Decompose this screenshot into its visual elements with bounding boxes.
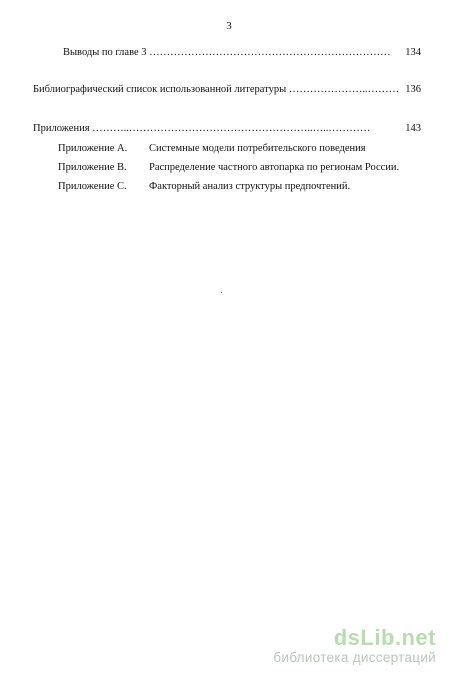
toc-entry-conclusions	[63, 46, 391, 60]
appendix-label: Приложение В.	[58, 162, 127, 173]
watermark	[273, 626, 436, 666]
toc-leader-dots: ………..……………………………………………..…..…………	[92, 123, 371, 134]
toc-entry-bibliography	[33, 83, 399, 97]
toc-entry-appendices	[33, 122, 370, 136]
toc-leader-dots: ……………………………………………………………	[149, 47, 391, 58]
watermark-subtitle: библиотека диссертаций	[273, 650, 436, 665]
scan-speck	[221, 292, 222, 293]
watermark-logo: dsLib.net	[333, 625, 436, 650]
toc-entry-title: Приложения	[33, 123, 90, 134]
appendix-label: Приложение С.	[58, 181, 127, 192]
toc-entry-page: 134	[405, 47, 421, 58]
appendix-title: Распределение частного автопарка по регионам России.	[149, 162, 400, 173]
toc-entry-page: 136	[405, 84, 421, 95]
toc-entry-page: 143	[405, 123, 421, 134]
toc-entry-title: Библиографический список использованной литературы	[33, 84, 287, 95]
toc-leader-dots: …………………..………	[288, 84, 400, 95]
appendix-label: Приложение А.	[58, 143, 128, 154]
appendix-title: Факторный анализ структуры предпочтений.	[149, 181, 351, 192]
page-number: 3	[226, 20, 232, 32]
appendix-title: Системные модели потребительского поведения	[149, 143, 366, 154]
toc-entry-title: Выводы по главе 3	[63, 47, 147, 58]
